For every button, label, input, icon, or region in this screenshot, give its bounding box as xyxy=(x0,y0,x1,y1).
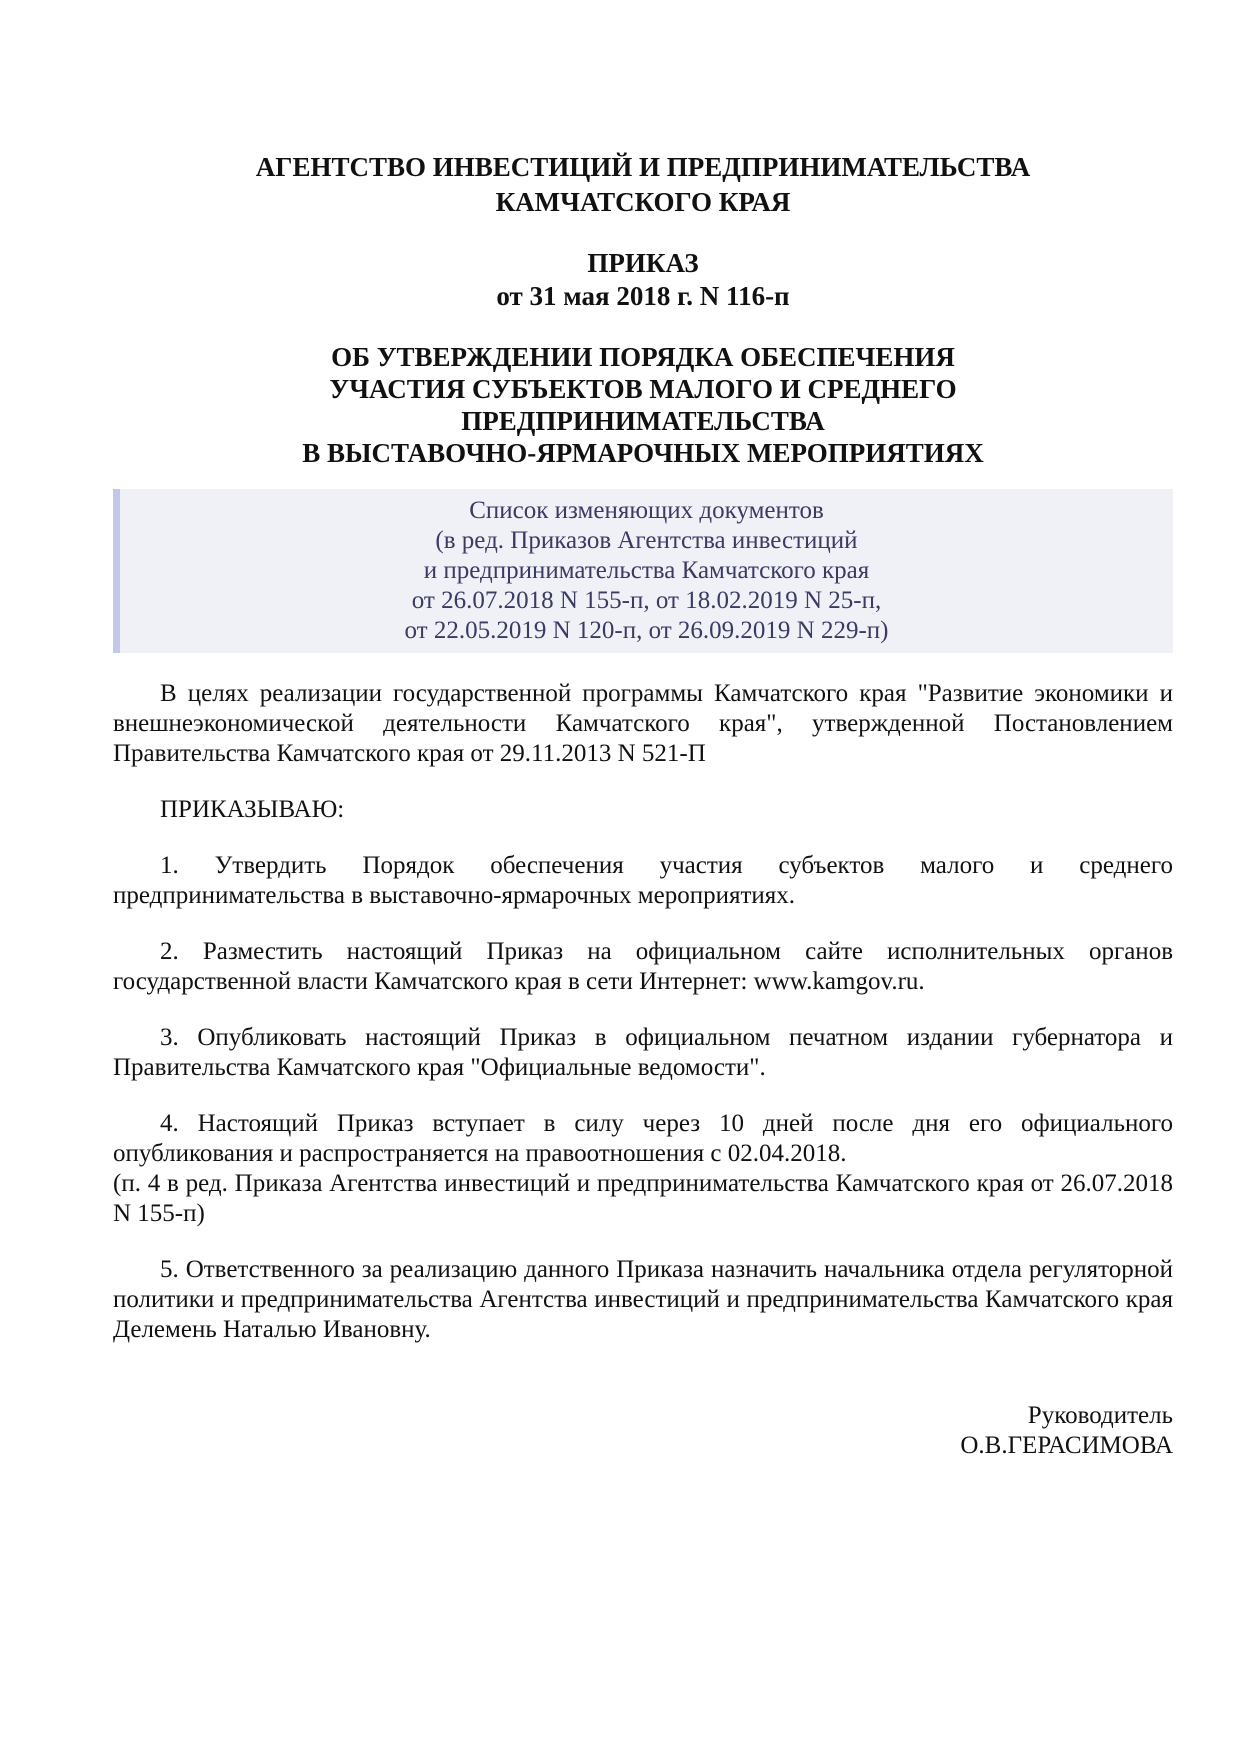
order-item-3: 3. Опубликовать настоящий Приказ в официальном печатном издании губернатора и Правительства Камчатского края "Официальные ведомости". xyxy=(113,1024,1173,1081)
signature-position-title: Руководитель xyxy=(1027,1402,1173,1429)
doc-subject-line-4: В ВЫСТАВОЧНО-ЯРМАРОЧНЫХ МЕРОПРИЯТИЯХ xyxy=(302,438,984,468)
order-item-1: 1. Утвердить Порядок обеспечения участия субъектов малого и среднего предпринимательства в выставочно-ярмарочных мероприятиях. xyxy=(113,852,1173,909)
doc-type-block xyxy=(113,247,1173,313)
doc-date-number: от 31 мая 2018 г. N 116-п xyxy=(496,281,790,311)
amendments-line-4: от 26.07.2018 N 155-п, от 18.02.2019 N 25-п, xyxy=(411,587,882,614)
org-name-line-2: КАМЧАТСКОГО КРАЯ xyxy=(495,187,791,217)
amendments-line-2: (в ред. Приказов Агентства инвестиций xyxy=(435,527,858,554)
doc-subject xyxy=(113,341,1173,469)
document-header xyxy=(113,150,1173,469)
org-name xyxy=(113,150,1173,220)
amendments-line-1: Список изменяющих документов xyxy=(469,497,824,524)
intro-paragraph: В целях реализации государственной программы Камчатского края "Развитие экономики и внешнеэкономической деятельности Камчатского края", утвержденной Постановлением Правительства Камчатского края от 29.11.2013 N 521-П xyxy=(113,680,1173,767)
doc-type: ПРИКАЗ xyxy=(587,248,699,278)
order-item-4: 4. Настоящий Приказ вступает в силу через 10 дней после дня его официального опубликования и распространяется на правоотношения с 02.04.2018. xyxy=(113,1110,1173,1167)
signature-name: О.В.ГЕРАСИМОВА xyxy=(960,1432,1173,1459)
org-name-line-1: АГЕНТСТВО ИНВЕСТИЦИЙ И ПРЕДПРИНИМАТЕЛЬСТВА xyxy=(255,152,1031,182)
doc-subject-line-1: ОБ УТВЕРЖДЕНИИ ПОРЯДКА ОБЕСПЕЧЕНИЯ xyxy=(331,342,955,372)
amendments-line-5: от 22.05.2019 N 120-п, от 26.09.2019 N 229-п) xyxy=(404,617,889,644)
doc-subject-line-3: ПРЕДПРИНИМАТЕЛЬСТВА xyxy=(461,406,825,436)
amendments-line-3: и предпринимательства Камчатского края xyxy=(423,557,870,584)
order-item-2: 2. Разместить настоящий Приказ на официальном сайте исполнительных органов государственной власти Камчатского края в сети Интернет: www.kamgov.ru. xyxy=(113,938,1173,995)
signature-block xyxy=(113,1401,1173,1461)
item4-amendment-note: (п. 4 в ред. Приказа Агентства инвестиций и предпринимательства Камчатского края от 26.07.2018 N 155-п) xyxy=(113,1170,1173,1227)
amendments-box xyxy=(113,489,1173,653)
document-content xyxy=(113,150,1173,1461)
order-item-5: 5. Ответственного за реализацию данного Приказа назначить начальника отдела регуляторной политики и предпринимательства Агентства инвестиций и предпринимательства Камчатского края Делемень Наталью Ивановну. xyxy=(113,1256,1173,1343)
order-word: ПРИКАЗЫВАЮ: xyxy=(160,796,345,823)
doc-subject-line-2: УЧАСТИЯ СУБЪЕКТОВ МАЛОГО И СРЕДНЕГО xyxy=(329,374,957,404)
